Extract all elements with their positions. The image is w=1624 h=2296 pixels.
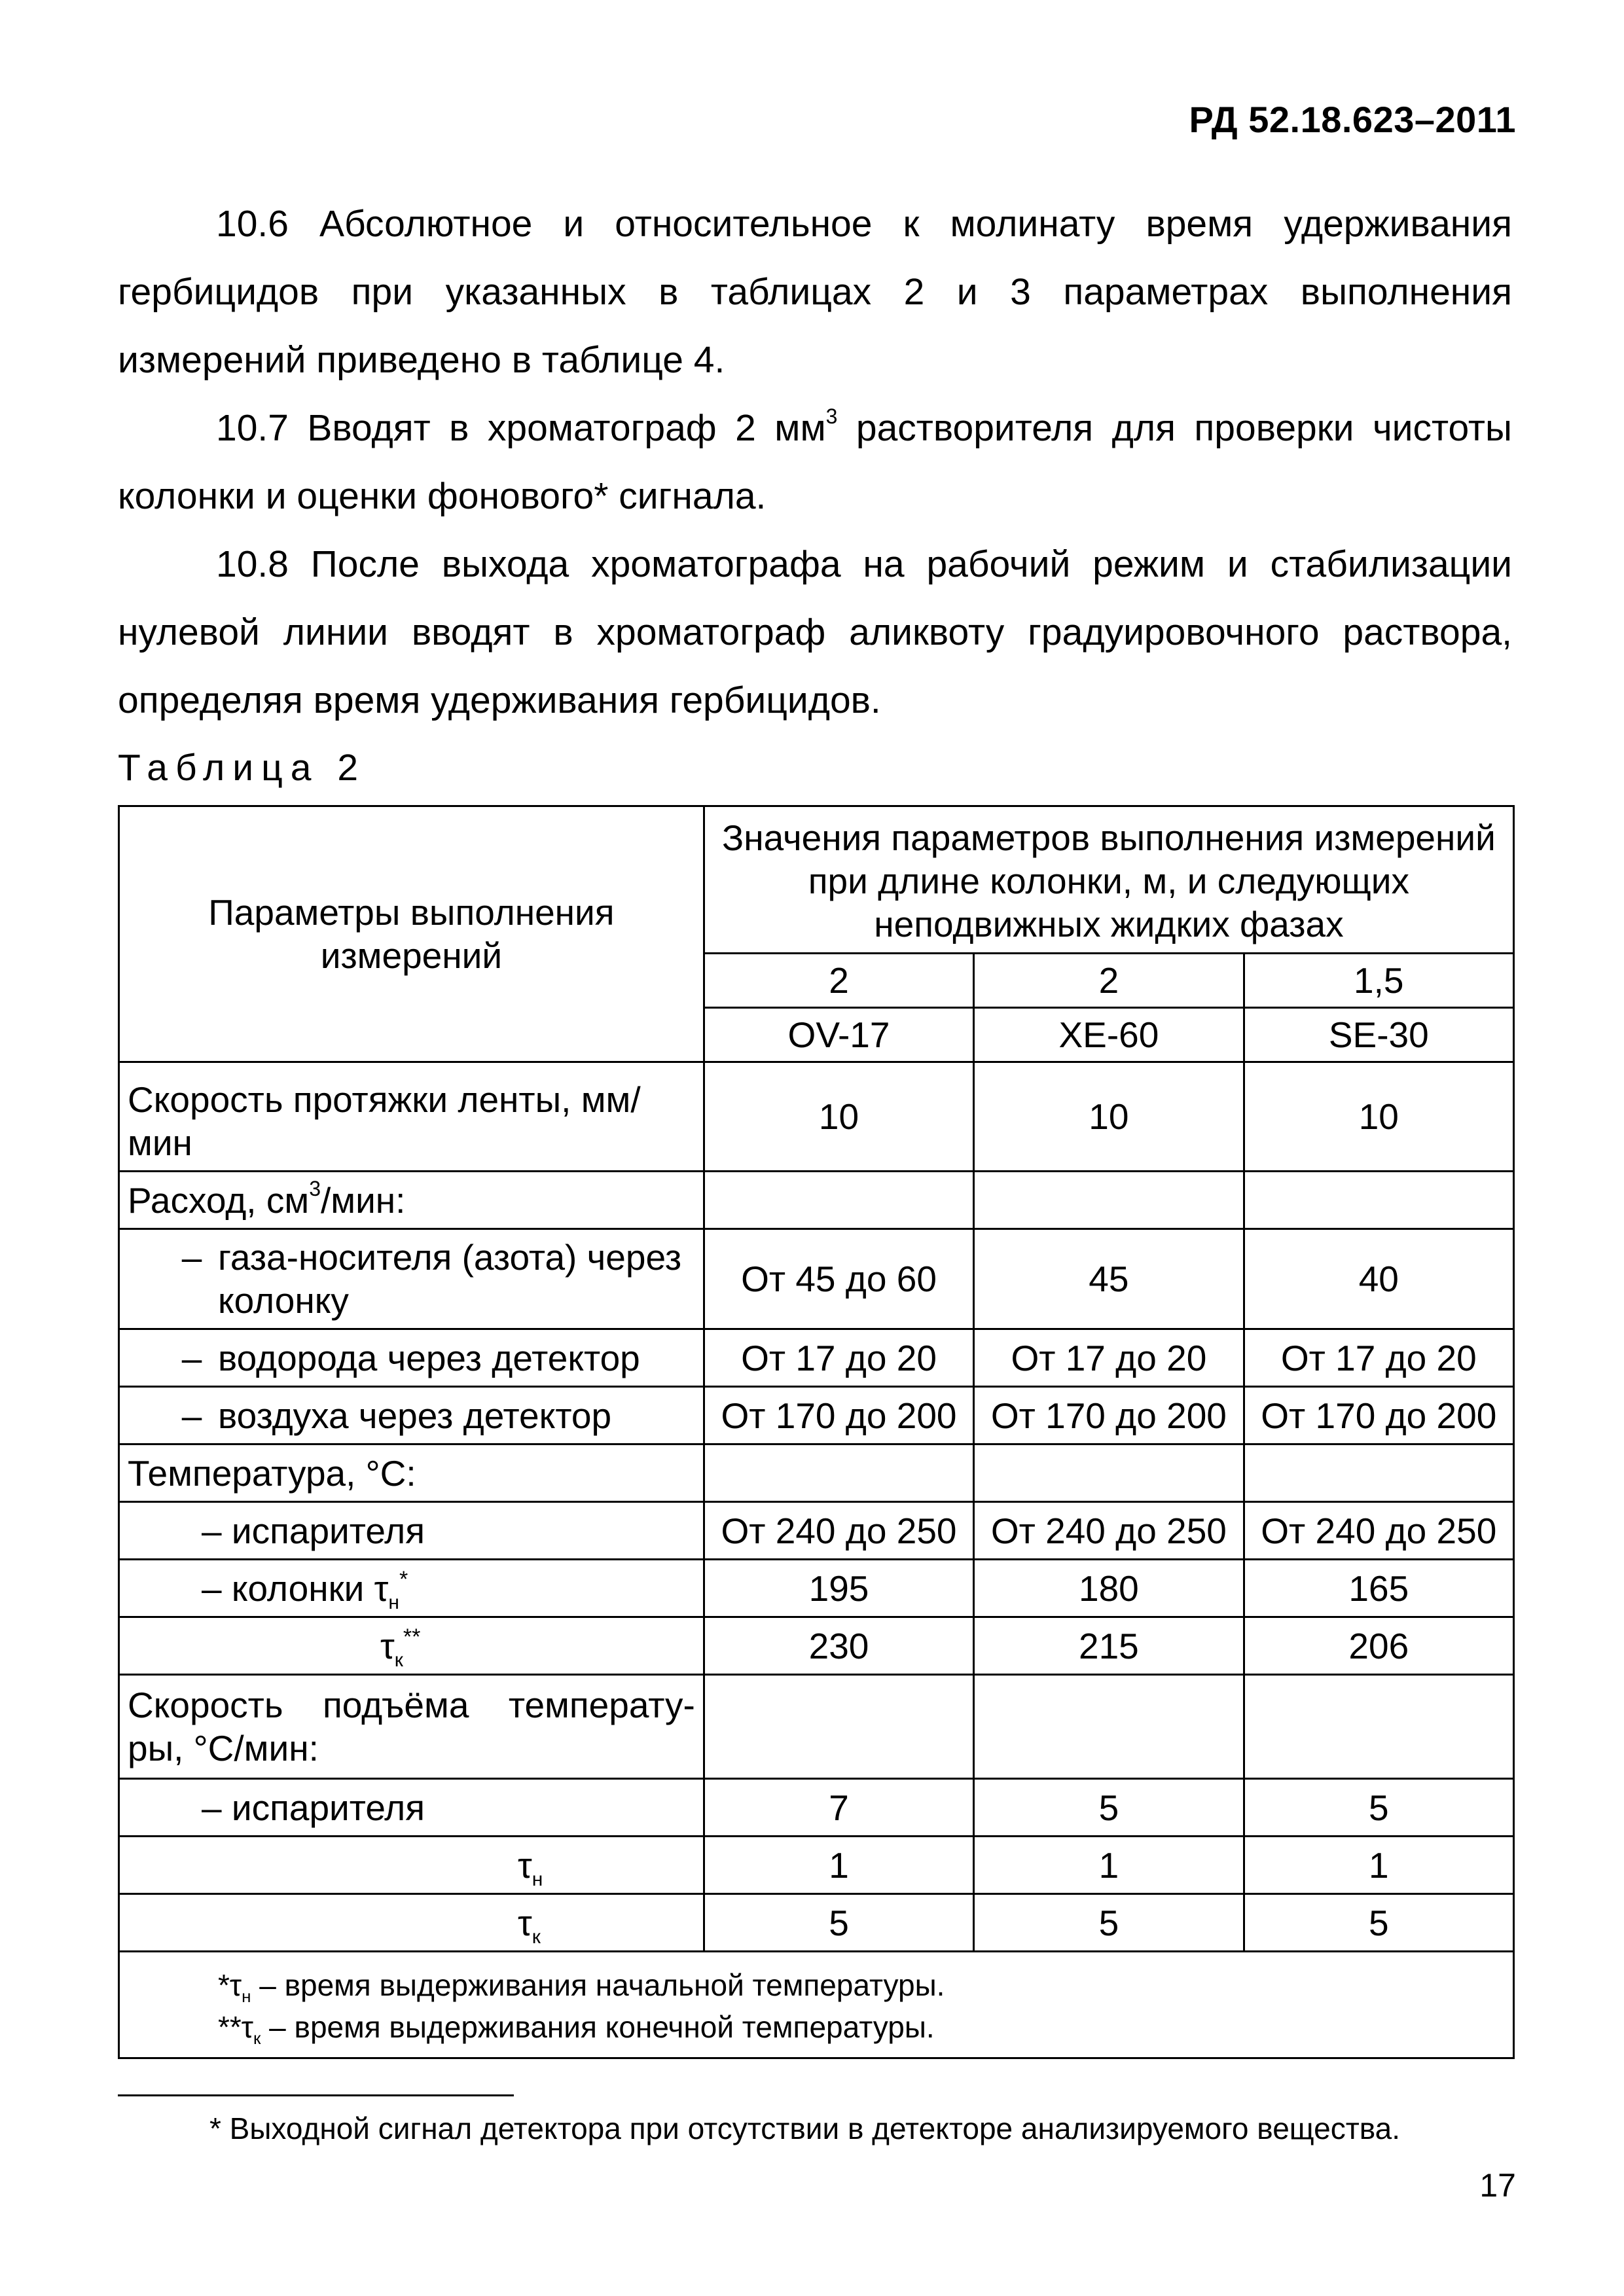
dash: – [181, 1395, 202, 1436]
tau-label: τ [518, 1844, 532, 1886]
paragraph-10-7 [118, 394, 1512, 530]
row-label: Скорость протяжки ленты, мм/мин [119, 1062, 704, 1172]
carrier-gas-label: газа-носителя (азота) через колонку [218, 1237, 682, 1321]
cell-value: От 170 до 200 [704, 1387, 973, 1444]
row-label: – испарителя [119, 1502, 704, 1560]
p2-superscript: 3 [825, 404, 838, 428]
table-row [119, 1502, 1514, 1560]
rate-label-line1: Скорость подъёма температу- [128, 1685, 695, 1725]
table-row [119, 1617, 1514, 1675]
cell-value: 40 [1244, 1229, 1513, 1329]
row-label: Температура, °С: [119, 1444, 704, 1502]
cell-value: 10 [974, 1062, 1244, 1172]
rate-label-line2: ры, °С/мин: [128, 1728, 319, 1768]
table-row [119, 1675, 1514, 1779]
cell-value: 10 [704, 1062, 973, 1172]
tau-label: τ [380, 1625, 395, 1666]
table-row [119, 1560, 1514, 1617]
footnote-separator [118, 2094, 514, 2096]
p2-text-b: растворителя для проверки чистоты колонки и оценки фонового* сигнала. [118, 407, 1512, 517]
cell-value: 215 [974, 1617, 1244, 1675]
document-code: РД 52.18.623–2011 [1189, 99, 1516, 140]
table-row [119, 1894, 1514, 1952]
cell-value: От 240 до 250 [974, 1502, 1244, 1560]
tau-subscript: н [388, 1591, 399, 1613]
header-length: 1,5 [1244, 954, 1513, 1008]
parameters-table [118, 805, 1515, 2059]
cell-value: 165 [1244, 1560, 1513, 1617]
cell-value: 206 [1244, 1617, 1513, 1675]
body-text [118, 190, 1512, 734]
row-label [119, 1172, 704, 1229]
header-param-column: Параметры выполнения измерений [119, 806, 704, 1062]
table-row [119, 1329, 1514, 1387]
flow-label-a: Расход, см [128, 1179, 310, 1221]
cell-value: 1 [704, 1837, 973, 1894]
dash: – [181, 1237, 202, 1278]
cell-value: От 170 до 200 [1244, 1387, 1513, 1444]
cell-value: 5 [1244, 1779, 1513, 1837]
flow-label-b: /мин: [320, 1179, 406, 1221]
cell-value: 195 [704, 1560, 973, 1617]
table-row [119, 1444, 1514, 1502]
header-values-column: Значения параметров выполнения измерений при длине колонки, м, и следующих неподвижных жидких фазах [704, 806, 1513, 954]
cell-value: 230 [704, 1617, 973, 1675]
row-label [119, 1560, 704, 1617]
table-row [119, 1779, 1514, 1837]
header-phase: XE-60 [974, 1008, 1244, 1062]
cell-value: 1 [974, 1837, 1244, 1894]
cell-value: От 170 до 200 [974, 1387, 1244, 1444]
table-row [119, 1062, 1514, 1172]
p2-text-a: 10.7 Вводят в хроматограф 2 мм [216, 407, 826, 449]
table-row [119, 1229, 1514, 1329]
note-1-subscript: н [242, 1986, 251, 2006]
tau-label: τ [518, 1902, 532, 1943]
column-start-label: – колонки τ [202, 1568, 389, 1609]
cell-value: От 17 до 20 [1244, 1329, 1513, 1387]
row-label [119, 1229, 704, 1329]
cell-value: 180 [974, 1560, 1244, 1617]
cell-value: 5 [704, 1894, 973, 1952]
paragraph-10-6: 10.6 Абсолютное и относительное к молинату время удерживания гербицидов при указанных в таблицах 2 и 3 параметрах выполнения измерений приведено в таблице 4. [118, 203, 1512, 381]
cell-value: 10 [1244, 1062, 1513, 1172]
cell-value: 5 [974, 1779, 1244, 1837]
table-row [119, 1387, 1514, 1444]
table-notes [119, 1952, 1514, 2058]
cell-value: 5 [974, 1894, 1244, 1952]
cell-value: 7 [704, 1779, 973, 1837]
header-phase: SE-30 [1244, 1008, 1513, 1062]
note-2-mark: **τ [218, 2010, 253, 2044]
header-length: 2 [704, 954, 973, 1008]
page-footnote: * Выходной сигнал детектора при отсутствии в детекторе анализируемого вещества. [209, 2111, 1401, 2145]
row-label [119, 1329, 704, 1387]
paragraph-10-8: 10.8 После выхода хроматографа на рабочий режим и стабилизации нулевой линии вводят в хроматограф аликвоту градуировочного раствора, определяя время удерживания гербицидов. [118, 543, 1512, 721]
cell-value: 5 [1244, 1894, 1513, 1952]
header-length: 2 [974, 954, 1244, 1008]
row-label [119, 1675, 704, 1779]
flow-superscript: 3 [309, 1176, 321, 1200]
table-notes-row [119, 1952, 1514, 2058]
row-label [119, 1837, 704, 1894]
row-label [119, 1894, 704, 1952]
tau-subscript: н [532, 1868, 543, 1890]
cell-value: От 17 до 20 [974, 1329, 1244, 1387]
asterisk-mark: * [399, 1566, 408, 1592]
note-2-text: – время выдерживания конечной температуры. [261, 2010, 935, 2044]
note-1-text: – время выдерживания начальной температуры. [251, 1968, 945, 2002]
tau-subscript: к [394, 1649, 403, 1671]
dash: – [181, 1337, 202, 1378]
cell-value: От 17 до 20 [704, 1329, 973, 1387]
asterisk-mark: ** [403, 1624, 421, 1649]
page-number: 17 [1479, 2167, 1516, 2204]
air-label: воздуха через детектор [218, 1395, 612, 1436]
table-row [119, 1837, 1514, 1894]
table-row [119, 1172, 1514, 1229]
cell-value: 45 [974, 1229, 1244, 1329]
row-label [119, 1387, 704, 1444]
header-phase: OV-17 [704, 1008, 973, 1062]
note-2-subscript: к [253, 2028, 261, 2048]
cell-value: От 45 до 60 [704, 1229, 973, 1329]
tau-subscript: к [532, 1926, 541, 1948]
note-1 [218, 1964, 1505, 2006]
cell-value: От 240 до 250 [1244, 1502, 1513, 1560]
hydrogen-label: водорода через детектор [218, 1337, 640, 1378]
row-label: – испарителя [119, 1779, 704, 1837]
cell-value: От 240 до 250 [704, 1502, 973, 1560]
note-1-mark: *τ [218, 1968, 242, 2002]
row-label [119, 1617, 704, 1675]
cell-value: 1 [1244, 1837, 1513, 1894]
note-2 [218, 2006, 1505, 2048]
table-caption: Таблица 2 [118, 747, 367, 789]
